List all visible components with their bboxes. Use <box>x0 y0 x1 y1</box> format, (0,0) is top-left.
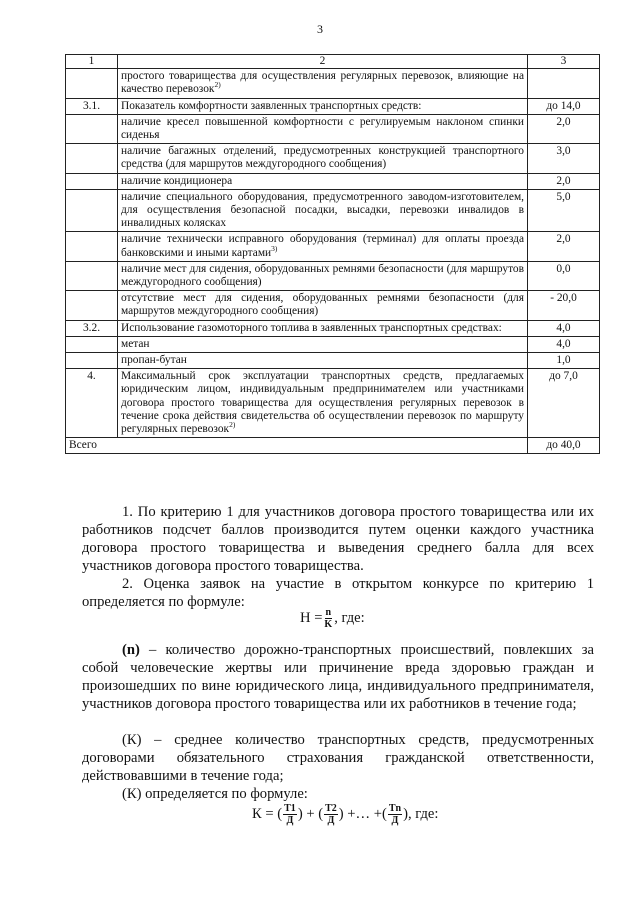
fraction-numerator: T1 <box>284 803 296 814</box>
row-description-text: Показатель комфортности заявленных транспортных средств: <box>121 99 422 112</box>
formula-k: К = ( $\frac{T1}{Д}$ ) + ( $\frac{T2}{Д}$ ) +… + ( $\frac{Tn}{Д}$ ) , где: <box>252 803 439 826</box>
table-row <box>66 144 600 173</box>
row-description-text: отсутствие мест для сидения, оборудованных ремнями безопасности (для маршрутов междугородного сообщения) <box>121 292 524 318</box>
paragraph-2: 2. Оценка заявок на участие в открытом конкурсе по критерию 1 определяется по формуле: <box>82 576 594 610</box>
row-number-cell: 3.1. <box>66 98 118 114</box>
variable-n: (n) <box>122 642 140 658</box>
formula-lhs: К = <box>252 806 274 822</box>
footnote-mark: 3) <box>271 243 278 253</box>
row-description-text: наличие специального оборудования, предусмотренного заводом-изготовителем, для осуществления безопасной посадки, высадки, перевозки инвалидов в инвалидных колясках <box>121 190 524 230</box>
row-description-cell <box>118 189 528 232</box>
header-cell: 1 <box>66 55 118 69</box>
row-points-cell: 2,0 <box>528 114 600 143</box>
footnote-mark: 2) <box>229 420 236 430</box>
row-description-cell <box>118 173 528 189</box>
row-description-text: Максимальный срок эксплуатации транспортных средств, предлагаемых юридическим лицом, индивидуальным предпринимателем или участниками договора простого товарищества для осуществления регулярных перевозок в течение срока действия свидетельства об осуществлении перевозок по маршруту регулярных перевозок <box>121 370 524 436</box>
table-row <box>66 291 600 320</box>
row-points-cell: 1,0 <box>528 353 600 369</box>
row-description-cell <box>118 114 528 143</box>
table-row <box>66 336 600 352</box>
row-points-cell: 2,0 <box>528 232 600 261</box>
table-row <box>66 69 600 98</box>
paragraph-3-text: – количество дорожно-транспортных происшествий, повлекших за собой человеческие жертвы или причинение вреда здоровью граждан и произошедших по вине юридического лица, индивидуального предпринимателя, участников договора простого товарищества или их работников в течение года; <box>82 642 594 712</box>
table-total-row <box>66 438 600 454</box>
row-description-text: наличие кресел повышенной комфортности с регулируемым наклоном спинки сиденья <box>121 115 524 142</box>
table-row <box>66 232 600 261</box>
fraction-numerator: Tn <box>388 803 402 814</box>
page-number: 3 <box>317 22 323 36</box>
row-description-text: простого товарищества для осуществления регулярных перевозок, влияющие на качество перевозок <box>121 70 524 96</box>
formula-ellipsis: +… + <box>347 806 382 822</box>
table-row <box>66 173 600 189</box>
formula-tail: , где: <box>407 806 439 822</box>
paragraph-1: 1. По критерию 1 для участников договора простого товарищества или их работников подсчет баллов производится путем оценки каждого участника договора простого товарищества и выведения среднего балла для всех участников договора простого товарищества. <box>82 504 594 574</box>
row-number-cell <box>66 69 118 98</box>
total-value: до 40,0 <box>528 438 600 454</box>
row-number-cell <box>66 336 118 352</box>
formula-plus: + <box>306 806 315 822</box>
row-description-cell <box>118 98 528 114</box>
table-row <box>66 353 600 369</box>
formula-fraction <box>323 607 333 630</box>
fraction-denominator: Д <box>286 815 294 826</box>
formula-fraction <box>324 803 338 826</box>
row-points-cell: 0,0 <box>528 261 600 290</box>
row-points-cell: 2,0 <box>528 173 600 189</box>
fraction-denominator: Д <box>391 815 399 826</box>
table-row <box>66 114 600 143</box>
row-number-cell <box>66 144 118 173</box>
table-header-row <box>66 55 600 69</box>
paragraph-3 <box>82 641 594 713</box>
table-row <box>66 98 600 114</box>
fraction-denominator: Д <box>327 815 335 826</box>
row-number-cell <box>66 114 118 143</box>
row-points-cell: 4,0 <box>528 320 600 336</box>
row-description-text: наличие мест для сидения, оборудованных ремнями безопасности (для маршрутов междугородного сообщения) <box>121 262 524 289</box>
header-cell: 3 <box>528 55 600 69</box>
formula-tail: , где: <box>334 610 365 626</box>
row-points-cell: до 14,0 <box>528 98 600 114</box>
row-points-cell: 4,0 <box>528 336 600 352</box>
row-description-cell <box>118 353 528 369</box>
row-description-cell <box>118 69 528 98</box>
row-number-cell <box>66 232 118 261</box>
row-number-cell <box>66 173 118 189</box>
row-description-cell <box>118 369 528 438</box>
formula-lhs: Н = <box>300 610 323 626</box>
formula-fraction <box>283 803 297 826</box>
table-row <box>66 369 600 438</box>
row-points-cell: 5,0 <box>528 189 600 232</box>
row-number-cell <box>66 189 118 232</box>
row-number-cell <box>66 353 118 369</box>
row-description-cell <box>118 320 528 336</box>
row-number-cell <box>66 291 118 320</box>
row-points-cell: 3,0 <box>528 144 600 173</box>
row-number-cell: 3.2. <box>66 320 118 336</box>
fraction-numerator: T2 <box>325 803 337 814</box>
formula-h <box>300 607 365 630</box>
criteria-table <box>65 54 600 454</box>
paragraph-5: (К) определяется по формуле: <box>122 786 308 802</box>
row-description-text: Использование газомоторного топлива в заявленных транспортных средствах: <box>121 321 502 334</box>
row-points-cell <box>528 69 600 98</box>
row-description-cell <box>118 232 528 261</box>
row-points-cell: - 20,0 <box>528 291 600 320</box>
row-description-text: метан <box>121 337 150 350</box>
row-description-text: пропан-бутан <box>121 354 187 367</box>
fraction-numerator: n <box>325 607 332 618</box>
row-description-cell <box>118 291 528 320</box>
fraction-denominator: K <box>324 619 333 630</box>
row-number-cell <box>66 261 118 290</box>
header-cell: 2 <box>118 55 528 69</box>
row-description-text: наличие багажных отделений, предусмотренных конструкцией транспортного средства (для маршрутов междугородного сообщения) <box>121 145 524 171</box>
row-description-text: наличие кондиционера <box>121 174 233 187</box>
table-row <box>66 320 600 336</box>
formula-fraction <box>388 803 402 826</box>
row-description-cell <box>118 144 528 173</box>
row-description-text: наличие технически исправного оборудования (терминал) для оплаты проезда банковскими и иными картами <box>121 233 524 259</box>
total-label: Всего <box>66 438 528 454</box>
row-description-cell <box>118 336 528 352</box>
table-row <box>66 189 600 232</box>
row-number-cell: 4. <box>66 369 118 438</box>
row-points-cell: до 7,0 <box>528 369 600 438</box>
row-description-cell <box>118 261 528 290</box>
table-row <box>66 261 600 290</box>
paragraph-4: (К) – среднее количество транспортных средств, предусмотренных договорами обязательного страхования гражданской ответственности, действовавшими в течение года; <box>82 732 594 784</box>
footnote-mark: 2) <box>214 80 221 90</box>
